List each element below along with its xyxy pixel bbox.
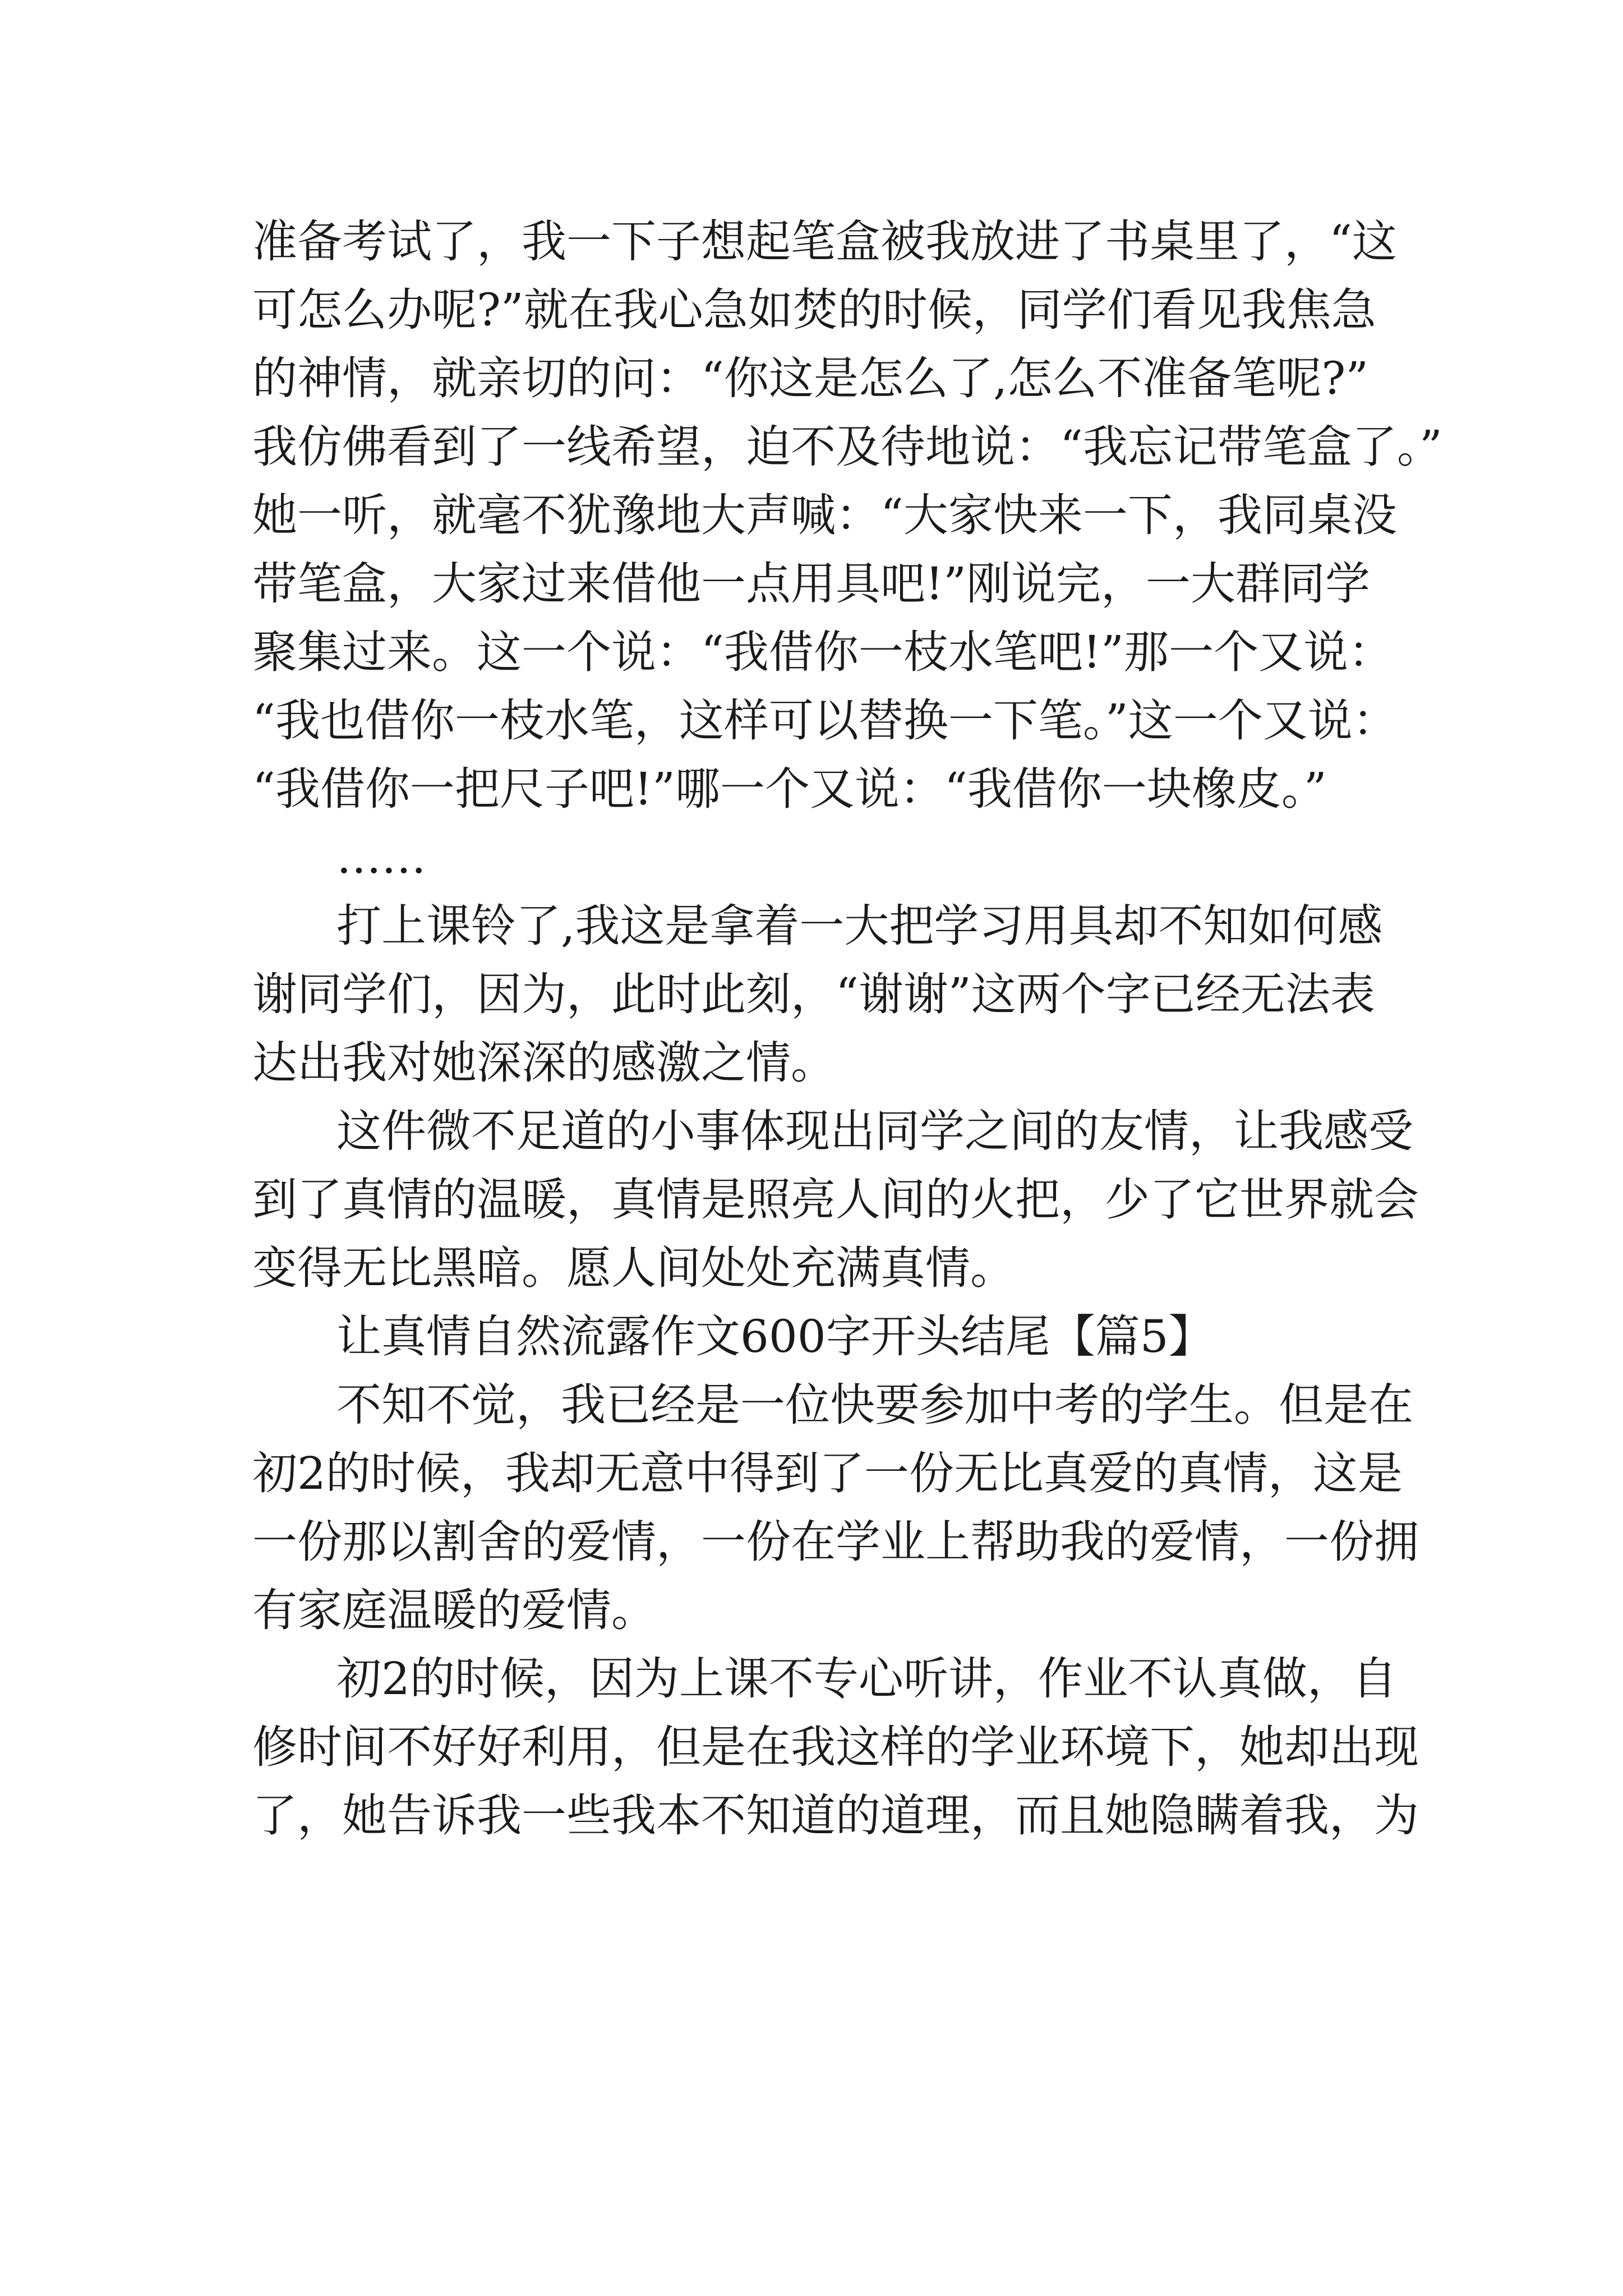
paragraph-start: 打上课铃了,我这是拿着一大把学习用具却不知如何感 (336, 900, 1383, 952)
paragraph-start: 初2的时候，因为上课不专心听讲，作业不认真做，自 (336, 1653, 1397, 1705)
ellipsis-line: …… (336, 831, 426, 884)
text-line: 到了真情的温暖，真情是照亮人间的火把，少了它世界就会 (252, 1174, 1419, 1226)
text-line: 我仿佛看到了一线希望，迫不及待地说：“我忘记带笔盒了。” (252, 421, 1442, 473)
text-line: 谢同学们，因为，此时此刻，“谢谢”这两个字已经无法表 (252, 968, 1375, 1020)
document-text (252, 208, 1442, 1850)
paragraph-start: 这件微不足道的小事体现出同学之间的友情，让我感受 (336, 1105, 1413, 1157)
text-line: 准备考试了，我一下子想起笔盒被我放进了书桌里了，“这 (252, 215, 1397, 268)
text-line: 可怎么办呢?”就在我心急如焚的时候，同学们看见我焦急 (252, 284, 1376, 336)
text-line: “我也借你一枝水笔，这样可以替换一下笔。”这一个又说： (252, 694, 1398, 747)
text-line: “我借你一把尺子吧!”哪一个又说：“我借你一块橡皮。” (252, 763, 1327, 815)
text-line: 了，她告诉我一些我本不知道的道理，而且她隐瞒着我，为 (252, 1789, 1419, 1842)
text-line: 聚集过来。这一个说：“我借你一枝水笔吧!”那一个又说： (252, 626, 1393, 678)
text-line: 修时间不好好利用，但是在我这样的学业环境下，她却出现 (252, 1721, 1419, 1773)
text-line: 带笔盒，大家过来借他一点用具吧!”刚说完，一大群同学 (252, 558, 1371, 610)
text-line: 的神情，就亲切的问：“你这是怎么了,怎么不准备笔呢?” (252, 352, 1369, 404)
text-line: 达出我对她深深的感激之情。 (252, 1037, 836, 1089)
text-line: 变得无比黑暗。愿人间处处充满真情。 (252, 1242, 1015, 1294)
text-line: 一份那以割舍的爱情，一份在学业上帮助我的爱情，一份拥 (252, 1516, 1419, 1568)
text-line: 初2的时候，我却无意中得到了一份无比真爱的真情，这是 (252, 1447, 1403, 1499)
paragraph-start: 不知不觉，我已经是一位快要参加中考的学生。但是在 (336, 1379, 1413, 1431)
section-title: 让真情自然流露作文600字开头结尾【篇5】 (336, 1310, 1214, 1363)
text-line: 她一听，就毫不犹豫地大声喊：“大家快来一下，我同桌没 (252, 489, 1397, 541)
text-line: 有家庭温暖的爱情。 (252, 1584, 656, 1636)
